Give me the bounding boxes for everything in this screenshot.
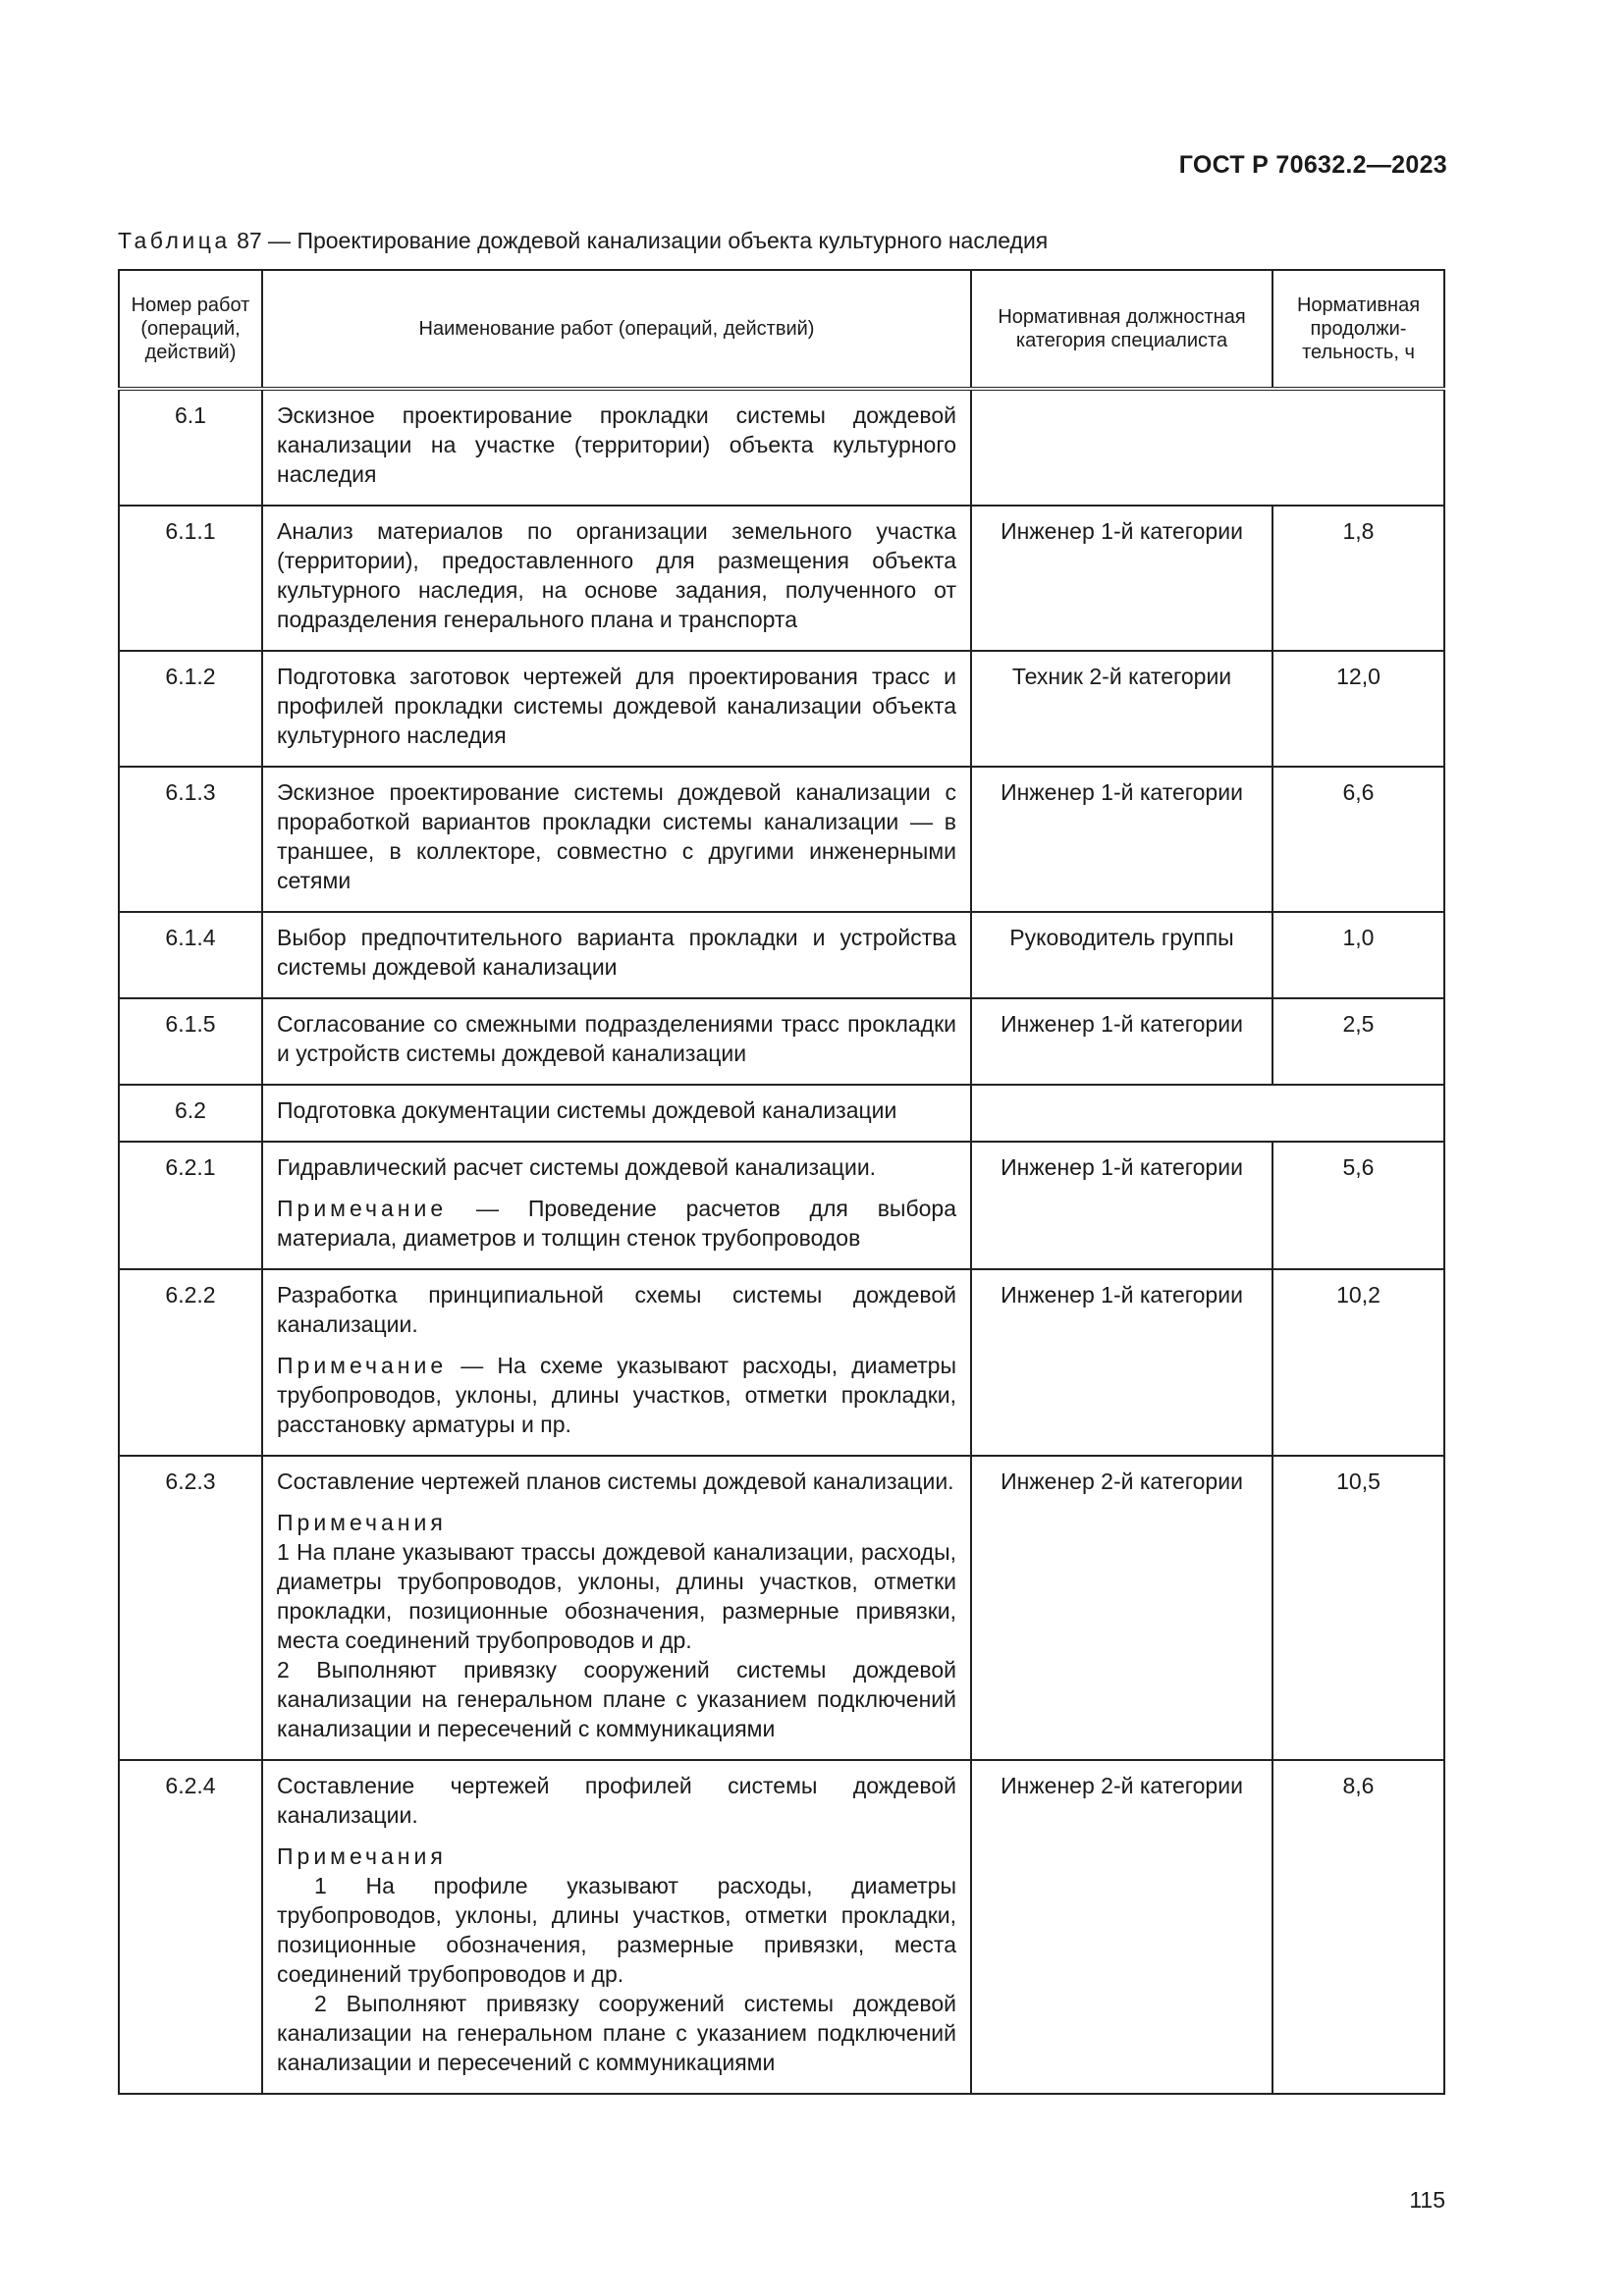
row-category: Инженер 2-й категории	[971, 1760, 1272, 2094]
row-duration: 10,5	[1272, 1456, 1444, 1760]
row-name: Согласование со смежными подразделениями трасс прокладки и устройств системы дождевой канализации	[262, 998, 971, 1085]
row-num: 6.1.4	[119, 912, 262, 998]
header-name: Наименование работ (операций, действий)	[262, 270, 971, 389]
row-category: Инженер 1-й категории	[971, 1269, 1272, 1456]
table-row	[119, 1760, 1444, 2094]
row-empty-cell	[971, 1085, 1444, 1142]
row-name: Подготовка документации системы дождевой канализации	[262, 1085, 971, 1142]
row-duration: 6,6	[1272, 767, 1444, 912]
row-empty-cell	[971, 389, 1444, 506]
table-row	[119, 1142, 1444, 1269]
row-num: 6.2.4	[119, 1760, 262, 2094]
row-num: 6.2.3	[119, 1456, 262, 1760]
row-category: Инженер 2-й категории	[971, 1456, 1272, 1760]
page-number: 115	[1409, 2187, 1445, 2213]
work-norms-table	[118, 269, 1445, 2095]
note-label: Примечание	[277, 1353, 448, 1378]
row-duration: 5,6	[1272, 1142, 1444, 1269]
table-row	[119, 389, 1444, 506]
row-num: 6.2.1	[119, 1142, 262, 1269]
table-header-row	[119, 270, 1444, 389]
note-item: 1 На плане указывают трассы дождевой канализации, расходы, диаметры трубопроводов, уклоны, длины участков, отметки прокладки, позиционные обозначения, размерные привязки, места соединений трубопроводов и др.	[277, 1539, 956, 1653]
table-row	[119, 912, 1444, 998]
row-num: 6.1	[119, 389, 262, 506]
table-row	[119, 651, 1444, 767]
row-duration: 8,6	[1272, 1760, 1444, 2094]
note-label: Примечание	[277, 1196, 448, 1221]
note-text: — На схеме указывают расходы, диаметры трубопроводов, уклоны, длины участков, отметки прокладки, расстановку арматуры и пр.	[277, 1353, 956, 1437]
row-num: 6.2	[119, 1085, 262, 1142]
row-note	[277, 1351, 956, 1439]
row-name: Составление чертежей профилей системы дождевой канализации.	[277, 1773, 956, 1828]
row-num: 6.2.2	[119, 1269, 262, 1456]
header-num: Номер работ (операций, действий)	[119, 270, 262, 389]
header-category: Нормативная должностная категория специалиста	[971, 270, 1272, 389]
row-name: Эскизное проектирование системы дождевой канализации с проработкой вариантов прокладки системы канализации — в траншее, в коллекторе, совместно с другими инженерными сетями	[262, 767, 971, 912]
row-name-cell	[262, 1142, 971, 1269]
row-category: Инженер 1-й категории	[971, 1142, 1272, 1269]
table-row	[119, 767, 1444, 912]
row-category: Инженер 1-й категории	[971, 998, 1272, 1085]
note-item: 2 Выполняют привязку сооружений системы дождевой канализации на генеральном плане с указанием подключений канализации и пересечений с коммуникациями	[277, 1657, 956, 1741]
row-name: Составление чертежей планов системы дождевой канализации.	[277, 1468, 954, 1494]
row-num: 6.1.2	[119, 651, 262, 767]
note-item: 1 На профиле указывают расходы, диаметры трубопроводов, уклоны, длины участков, отметки прокладки, позиционные обозначения, размерные привязки, места соединений трубопроводов и др.	[277, 1873, 956, 1987]
document-code: ГОСТ Р 70632.2—2023	[1178, 151, 1447, 179]
note-text: — Проведение расчетов для выбора материала, диаметров и толщин стенок трубопроводов	[277, 1196, 956, 1251]
notes-label: Примечания	[277, 1510, 447, 1535]
row-name: Выбор предпочтительного варианта прокладки и устройства системы дождевой канализации	[262, 912, 971, 998]
row-name-cell	[262, 1456, 971, 1760]
row-duration: 1,0	[1272, 912, 1444, 998]
row-duration: 10,2	[1272, 1269, 1444, 1456]
notes-label: Примечания	[277, 1843, 447, 1869]
header-duration: Нормативная продолжительность, ч	[1272, 270, 1444, 389]
row-name-cell	[262, 1269, 971, 1456]
table-caption-label: Таблица	[118, 228, 231, 253]
row-category: Инженер 1-й категории	[971, 506, 1272, 651]
row-name-cell	[262, 1760, 971, 2094]
table-row	[119, 1269, 1444, 1456]
row-num: 6.1.1	[119, 506, 262, 651]
row-num: 6.1.5	[119, 998, 262, 1085]
table-caption	[118, 228, 1048, 254]
table-row	[119, 1456, 1444, 1760]
row-name: Разработка принципиальной схемы системы дождевой канализации.	[277, 1282, 956, 1337]
table-row	[119, 506, 1444, 651]
row-duration: 1,8	[1272, 506, 1444, 651]
row-duration: 12,0	[1272, 651, 1444, 767]
row-name: Подготовка заготовок чертежей для проектирования трасс и профилей прокладки системы дождевой канализации объекта культурного наследия	[262, 651, 971, 767]
table-row	[119, 998, 1444, 1085]
table-caption-text: 87 — Проектирование дождевой канализации объекта культурного наследия	[230, 228, 1049, 253]
row-name: Гидравлический расчет системы дождевой канализации.	[277, 1154, 877, 1180]
row-category: Техник 2-й категории	[971, 651, 1272, 767]
table-row	[119, 1085, 1444, 1142]
row-note	[277, 1194, 956, 1253]
row-category: Руководитель группы	[971, 912, 1272, 998]
note-item: 2 Выполняют привязку сооружений системы дождевой канализации на генеральном плане с указанием подключений канализации и пересечений с коммуникациями	[277, 1991, 956, 2075]
row-category: Инженер 1-й категории	[971, 767, 1272, 912]
row-duration: 2,5	[1272, 998, 1444, 1085]
row-name: Анализ материалов по организации земельного участка (территории), предоставленного для размещения объекта культурного наследия, на основе задания, полученного от подразделения генерального плана и транспорта	[262, 506, 971, 651]
row-name: Эскизное проектирование прокладки системы дождевой канализации на участке (территории) объекта культурного наследия	[262, 389, 971, 506]
row-num: 6.1.3	[119, 767, 262, 912]
